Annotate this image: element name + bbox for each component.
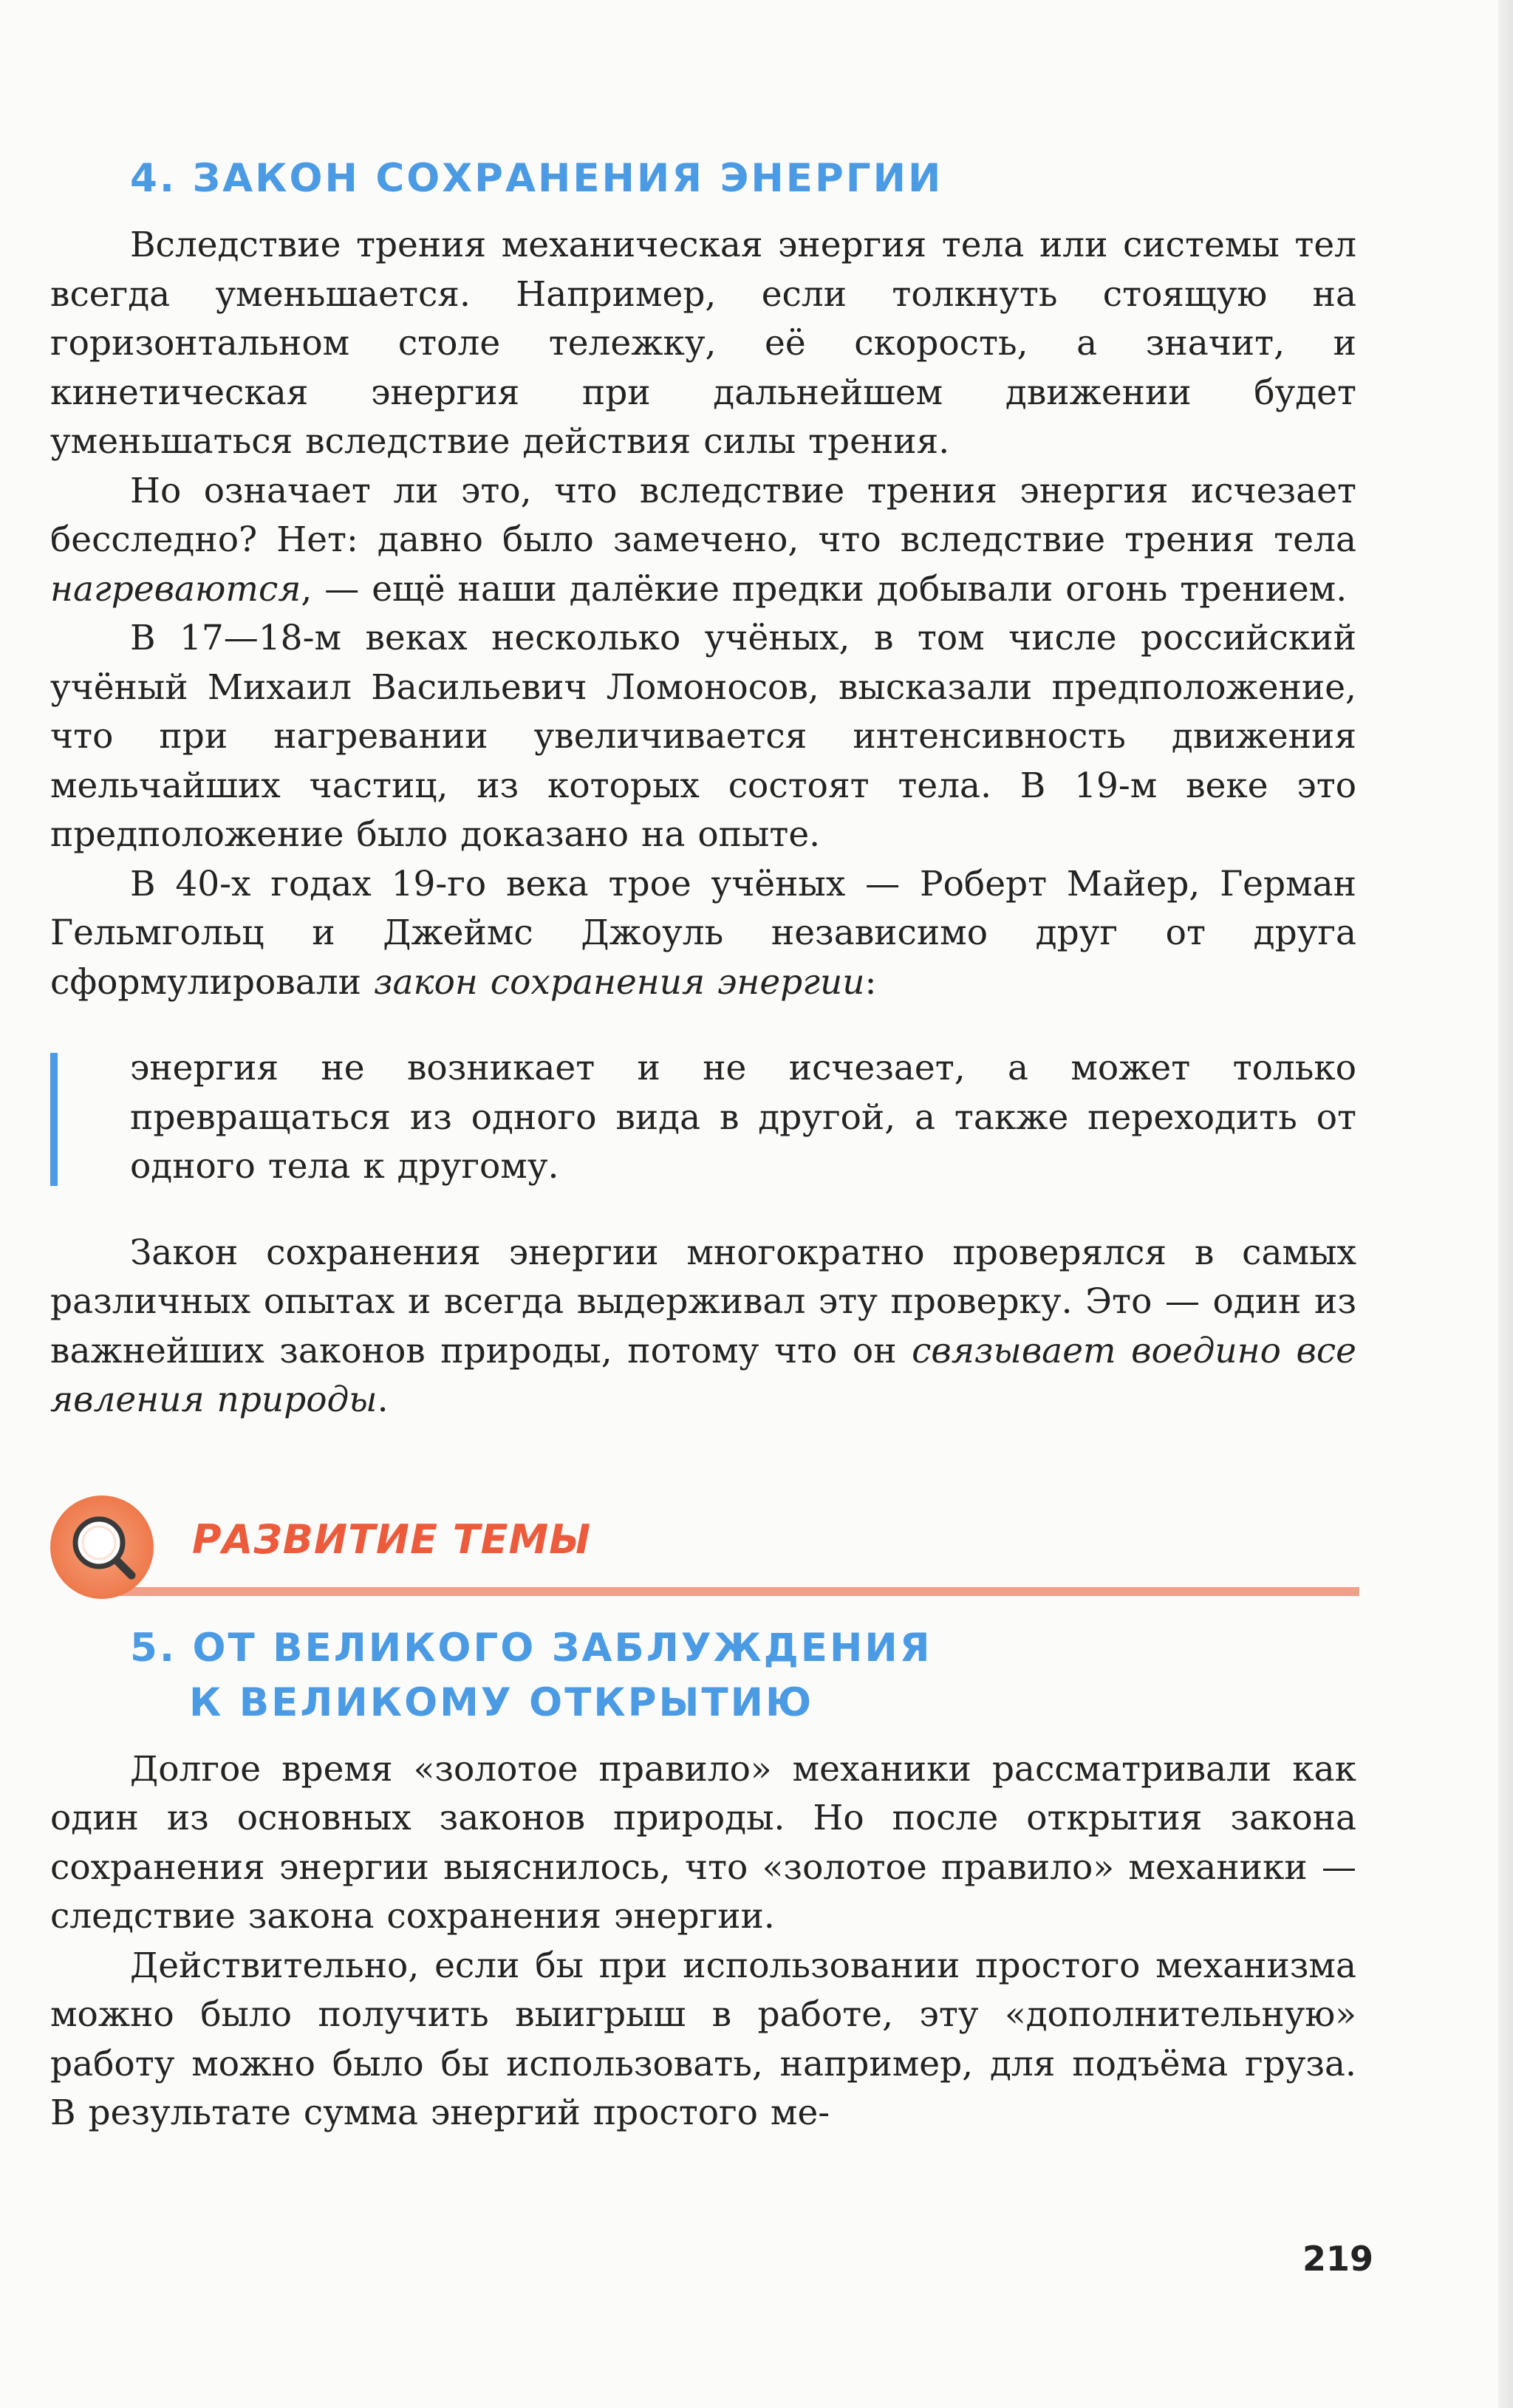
section-4-paragraph-5 xyxy=(50,1229,1356,1425)
paragraph-text: : xyxy=(864,961,877,1003)
paragraph-text: . xyxy=(377,1379,389,1420)
paragraph-text: В 40-х годах 19-го века трое учёных — Роберт Майер, Герман Гельмгольц и Джеймс Джоуль независимо друг от друга сформулировали xyxy=(50,863,1356,1003)
italic-term: нагреваются xyxy=(50,568,301,610)
section-5-paragraph-1: Долгое время «золотое правило» механики рассматривали как один из основных законов природы. Но после открытия закона сохранения энергии выяснилось, что «золотое правило» механики — следствие закона сохранения энергии. xyxy=(50,1748,1356,1937)
development-banner-label: РАЗВИТИЕ ТЕМЫ xyxy=(192,1515,592,1563)
magnifier-icon xyxy=(50,1495,154,1599)
italic-term: закон сохранения энергии xyxy=(373,961,865,1003)
law-marker-bar xyxy=(50,1053,58,1186)
section-4-heading: 4. ЗАКОН СОХРАНЕНИЯ ЭНЕРГИИ xyxy=(130,156,943,201)
section-4-paragraph-2 xyxy=(50,467,1356,615)
page-content xyxy=(50,151,1356,2138)
page-edge xyxy=(1498,0,1513,2408)
section-5-paragraph-2: Действительно, если бы при использовании простого механизма можно было получить выигрыш в работе, эту «дополнительную» работу можно было бы использовать, например, для подъёма груза. В результате сумма энергий простого ме- xyxy=(50,1945,1356,2133)
section-4-paragraph-3: В 17—18-м веках несколько учёных, в том числе российский учёный Михаил Васильевич Ломоносов, высказали предположение, что при нагревании увеличивается интенсивность движения мельчайших частиц, из которых состоят тела. В 19-м веке это предположение было доказано на опыте. xyxy=(50,618,1356,855)
section-4-paragraph-4 xyxy=(50,860,1356,1008)
page-number: 219 xyxy=(1302,2239,1374,2279)
paragraph-text: , — ещё наши далёкие предки добывали огонь трением. xyxy=(301,568,1348,610)
section-5-heading-line-2: К ВЕЛИКОМУ ОТКРЫТИЮ xyxy=(189,1679,814,1725)
law-statement xyxy=(50,1044,1356,1192)
section-4-paragraph-1: Вследствие трения механическая энергия тела или системы тел всегда уменьшается. Например, если толкнуть стоящую на горизонтальном столе тележку, её скорость, а значит, и кинетическая энергия при дальнейшем движении будет уменьшаться вследствие действия силы трения. xyxy=(50,225,1356,462)
italic-term: связывает воедино все явления природы xyxy=(50,1330,1356,1420)
paragraph-text: Но означает ли это, что вследствие трения энергия исчезает бесследно? Нет: давно было замечено, что вследствие трения тела xyxy=(50,470,1356,560)
development-banner xyxy=(50,1495,1356,1606)
banner-underline xyxy=(102,1587,1359,1596)
law-statement-text: энергия не возникает и не исчезает, а может только превращаться из одного вида в другой, а также переходить от одного тела к другому. xyxy=(130,1048,1356,1187)
paragraph-text: Закон сохранения энергии многократно проверялся в самых различных опытах и всегда выдерживал эту проверку. Это — один из важнейших законов природы, потому что он xyxy=(50,1232,1356,1371)
section-5-heading-line-1: 5. ОТ ВЕЛИКОГО ЗАБЛУЖДЕНИЯ xyxy=(130,1625,932,1671)
